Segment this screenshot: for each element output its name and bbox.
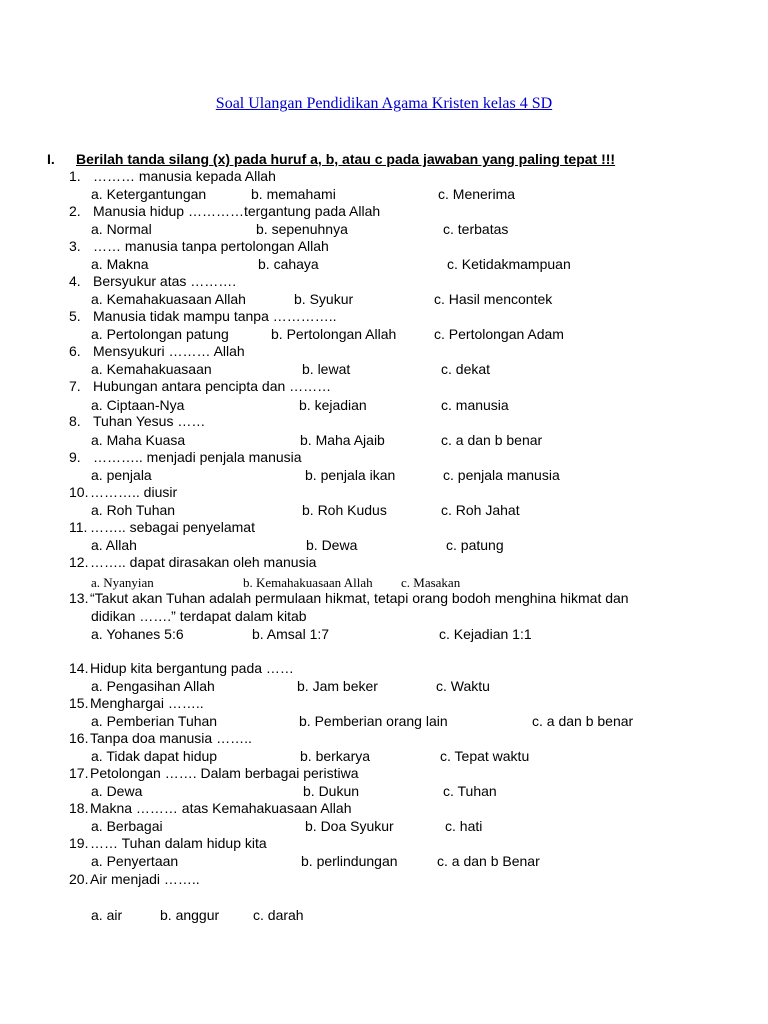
question-text-continued: didikan …….” terdapat dalam kitab <box>91 608 307 624</box>
question-text: Manusia hidup …………tergantung pada Allah <box>93 203 381 219</box>
answer-option-b[interactable]: b. kejadian <box>299 397 367 413</box>
question-text: …… manusia tanpa pertolongan Allah <box>93 238 329 254</box>
answer-option-c[interactable]: c. Kejadian 1:1 <box>439 626 532 642</box>
question-number: 8. <box>69 413 81 429</box>
answer-option-c[interactable]: c. a dan b Benar <box>437 853 540 869</box>
answer-option-b[interactable]: b. Doa Syukur <box>305 818 394 834</box>
answer-option-b[interactable]: b. Dukun <box>303 783 360 799</box>
question-number: 20. <box>69 871 89 887</box>
question-number: 6. <box>69 343 81 359</box>
answer-option-a[interactable]: a. Yohanes 5:6 <box>91 626 184 642</box>
answer-option-b[interactable]: b. perlindungan <box>301 853 398 869</box>
answer-option-c[interactable]: c. Menerima <box>438 186 516 202</box>
answer-option-b[interactable]: b. penjala ikan <box>305 467 396 483</box>
answer-option-b[interactable]: b. Pertolongan Allah <box>271 326 397 342</box>
question-number: 19. <box>69 835 89 851</box>
answer-option-a[interactable]: a. air <box>91 907 123 923</box>
answer-option-c[interactable]: c. manusia <box>441 397 509 413</box>
answer-option-b[interactable]: b. berkarya <box>300 748 371 764</box>
section-instruction: Berilah tanda silang (x) pada huruf a, b, atau c pada jawaban yang paling tepat !!! <box>76 151 616 167</box>
answer-option-a[interactable]: a. Penyertaan <box>91 853 179 869</box>
answer-option-a[interactable]: a. Kemahakuasaan <box>91 361 212 377</box>
answer-option-b[interactable]: b. memahami <box>251 186 336 202</box>
question-text: Mensyukuri ……… Allah <box>93 343 245 359</box>
question-number: 15. <box>69 695 89 711</box>
question-number: 4. <box>69 273 81 289</box>
question-number: 5. <box>69 308 81 324</box>
question-number: 2. <box>69 203 81 219</box>
question-text: Tanpa doa manusia …….. <box>90 730 252 746</box>
question-number: 1. <box>69 168 81 184</box>
question-text: Hidup kita bergantung pada …… <box>90 660 294 676</box>
question-text: Menghargai …….. <box>90 695 204 711</box>
answer-option-b[interactable]: b. anggur <box>160 907 220 923</box>
question-text: …….. sebagai penyelamat <box>90 519 255 535</box>
answer-option-c[interactable]: c. Waktu <box>436 678 490 694</box>
answer-option-a[interactable]: a. Kemahakuasaan Allah <box>91 291 246 307</box>
answer-option-b[interactable]: b. cahaya <box>258 256 319 272</box>
question-number: 3. <box>69 238 81 254</box>
document-title: Soal Ulangan Pendidikan Agama Kristen kelas 4 SD <box>215 95 553 112</box>
answer-option-c[interactable]: c. dekat <box>441 361 491 377</box>
answer-option-b[interactable]: b. Kemahakuasaan Allah <box>243 575 373 590</box>
question-number: 10. <box>69 484 89 500</box>
section-numeral: I. <box>47 151 55 167</box>
answer-option-a[interactable]: a. Makna <box>91 256 149 272</box>
answer-option-b[interactable]: b. sepenuhnya <box>256 221 348 237</box>
question-number: 13. <box>69 590 89 606</box>
question-text: Petolongan ……. Dalam berbagai peristiwa <box>90 765 359 781</box>
answer-option-b[interactable]: b. Dewa <box>306 537 358 553</box>
question-number: 16. <box>69 730 89 746</box>
answer-option-a[interactable]: a. Pengasihan Allah <box>91 678 215 694</box>
question-text: …… Tuhan dalam hidup kita <box>90 835 267 851</box>
answer-option-a[interactable]: a. Tidak dapat hidup <box>91 748 218 764</box>
question-text: …….. dapat dirasakan oleh manusia <box>90 554 317 570</box>
question-number: 18. <box>69 800 89 816</box>
answer-option-a[interactable]: a. Ciptaan-Nya <box>91 397 185 413</box>
answer-option-b[interactable]: b. lewat <box>302 361 351 377</box>
answer-option-c[interactable]: c. terbatas <box>443 221 509 237</box>
section-heading <box>47 150 615 168</box>
answer-option-c[interactable]: c. Tepat waktu <box>440 748 530 764</box>
answer-option-c[interactable]: c. darah <box>253 907 304 923</box>
answer-option-a[interactable]: a. Ketergantungan <box>91 186 207 202</box>
answer-option-c[interactable]: c. penjala manusia <box>443 467 560 483</box>
question-number: 17. <box>69 765 89 781</box>
answer-option-a[interactable]: a. Pemberian Tuhan <box>91 713 218 729</box>
answer-option-a[interactable]: a. Pertolongan patung <box>91 326 229 342</box>
question-text: Air menjadi …….. <box>90 871 200 887</box>
question-number: 7. <box>69 378 81 394</box>
answer-option-c[interactable]: c. a dan b benar <box>441 432 543 448</box>
answer-option-a[interactable]: a. Allah <box>91 537 137 553</box>
question-text: Hubungan antara pencipta dan ……… <box>93 378 332 394</box>
question-text: ……… manusia kepada Allah <box>93 168 276 184</box>
answer-option-c[interactable]: c. Tuhan <box>443 783 497 799</box>
question-text: ……….. diusir <box>90 484 178 500</box>
question-number: 12. <box>69 554 89 570</box>
question-number: 9. <box>69 449 81 465</box>
answer-option-b[interactable]: b. Pemberian orang lain <box>299 713 448 729</box>
question-text: ……….. menjadi penjala manusia <box>93 449 302 465</box>
answer-option-b[interactable]: b. Roh Kudus <box>302 502 387 518</box>
answer-option-a[interactable]: a. penjala <box>91 467 152 483</box>
answer-option-a[interactable]: a. Normal <box>91 221 152 237</box>
answer-option-a[interactable]: a. Berbagai <box>91 818 163 834</box>
answer-option-c[interactable]: c. patung <box>446 537 504 553</box>
answer-option-a[interactable]: a. Nyanyian <box>91 575 154 590</box>
answer-option-b[interactable]: b. Amsal 1:7 <box>252 626 330 642</box>
answer-option-b[interactable]: b. Maha Ajaib <box>300 432 385 448</box>
question-number: 11. <box>69 519 88 535</box>
answer-option-c[interactable]: c. Ketidakmampuan <box>447 256 571 272</box>
answer-option-c[interactable]: c. hati <box>445 818 483 834</box>
answer-option-c[interactable]: c. Hasil mencontek <box>434 291 553 307</box>
answer-option-a[interactable]: a. Dewa <box>91 783 143 799</box>
question-text: “Takut akan Tuhan adalah permulaan hikmat, tetapi orang bodoh menghina hikmat dan <box>90 590 629 606</box>
answer-option-c[interactable]: c. Pertolongan Adam <box>434 326 564 342</box>
answer-option-a[interactable]: a. Maha Kuasa <box>91 432 186 448</box>
question-text: Manusia tidak mampu tanpa ………….. <box>93 308 337 324</box>
question-number: 14. <box>69 660 89 676</box>
answer-option-c[interactable]: c. a dan b benar <box>532 713 634 729</box>
question-text: Bersyukur atas ………. <box>93 273 237 289</box>
answer-option-b[interactable]: b. Jam beker <box>297 678 378 694</box>
question-text: Tuhan Yesus …… <box>93 413 206 429</box>
answer-option-b[interactable]: b. Syukur <box>294 291 354 307</box>
answer-option-c[interactable]: c. Roh Jahat <box>441 502 520 518</box>
question-text: Makna ……… atas Kemahakuasaan Allah <box>90 800 352 816</box>
answer-option-a[interactable]: a. Roh Tuhan <box>91 502 176 518</box>
answer-option-c[interactable]: c. Masakan <box>401 575 461 590</box>
